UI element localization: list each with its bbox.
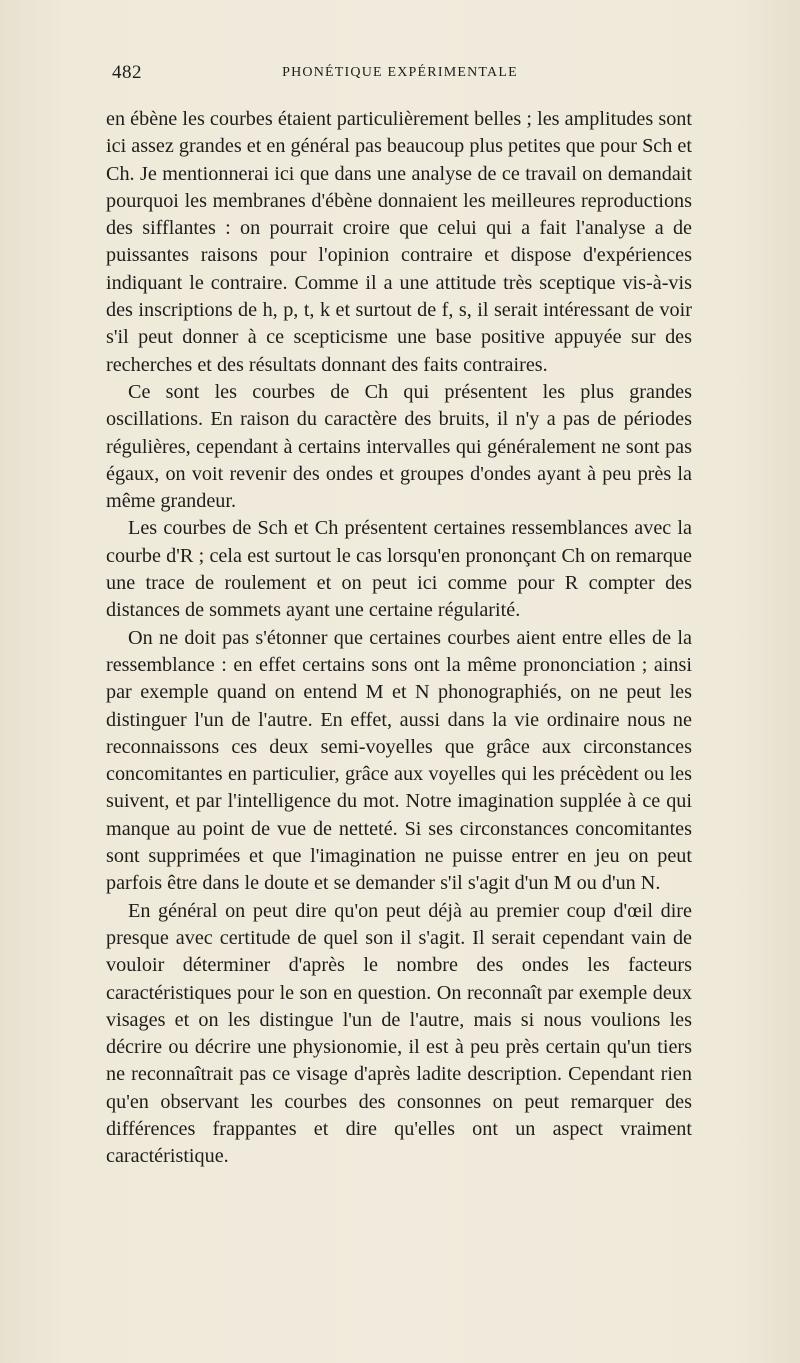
paragraph-1: en ébène les courbes étaient particulièrement belles ; les amplitudes sont ici assez grandes et en général pas beaucoup plus petites que pour Sch et Ch. Je mentionnerai ici que dans une analyse de ce travail on demandait pourquoi les membranes d'ébène donnaient les meilleures reproductions des sifflantes : on pourrait croire que celui qui a fait l'analyse a de puissantes raisons pour l'opinion contraire et dispose d'expériences indiquant le contraire. Comme il a une attitude très sceptique vis-à-vis des inscriptions de h, p, t, k et surtout de f, s, il serait intéressant de voir s'il peut donner à ce scepticisme une base positive appuyée sur des recherches et des résultats donnant des faits contraires. [106,108,692,376]
paragraph-2: Ce sont les courbes de Ch qui présentent les plus grandes oscillations. En raison du caractère des bruits, il n'y a pas de périodes régulières, cependant à certains intervalles qui généralement ne sont pas égaux, on voit revenir des ondes et groupes d'ondes ayant à peu près la même grandeur. [106,380,692,513]
paragraph-3: Les courbes de Sch et Ch présentent certaines ressemblances avec la courbe d'R ; cela est surtout le cas lorsqu'en prononçant Ch on remarque une trace de roulement et on peut ici comme pour R compter des distances de sommets ayant une certaine régularité. [106,517,692,622]
running-title: PHONÉTIQUE EXPÉRIMENTALE [282,65,518,80]
page-header [112,62,688,86]
body-text [106,106,692,1171]
paragraph-5: En général on peut dire qu'on peut déjà au premier coup d'œil dire presque avec certitude de quel son il s'agit. Il serait cependant vain de vouloir déterminer d'après le nombre des ondes les facteurs caractéristiques pour le son en question. On reconnaît par exemple deux visages et on les distingue l'un de l'autre, mais si nous voulions les décrire ou décrire une physionomie, il est à peu près certain qu'un tiers ne reconnaîtrait pas ce visage d'après ladite description. Cependant rien qu'en observant les courbes des consonnes on peut remarquer des différences frappantes et dire qu'elles ont un aspect vraiment caractéristique. [106,899,692,1168]
page-number: 482 [112,62,142,83]
paragraph-4: On ne doit pas s'étonner que certaines courbes aient entre elles de la ressemblance : en effet certains sons ont la même prononciation ; ainsi par exemple quand on entend M et N phonographiés, on ne peut les distinguer l'un de l'autre. En effet, aussi dans la vie ordinaire nous ne reconnaissons ces deux semi-voyelles que grâce aux circonstances concomitantes en particulier, grâce aux voyelles qui les précèdent ou les suivent, et par l'intelligence du mot. Notre imagination supplée à ce qui manque au point de vue de netteté. Si ses circonstances concomitantes sont supprimées et que l'imagination ne puisse entrer en jeu on peut parfois être dans le doute et se demander s'il s'agit d'un M ou d'un N. [106,626,692,895]
